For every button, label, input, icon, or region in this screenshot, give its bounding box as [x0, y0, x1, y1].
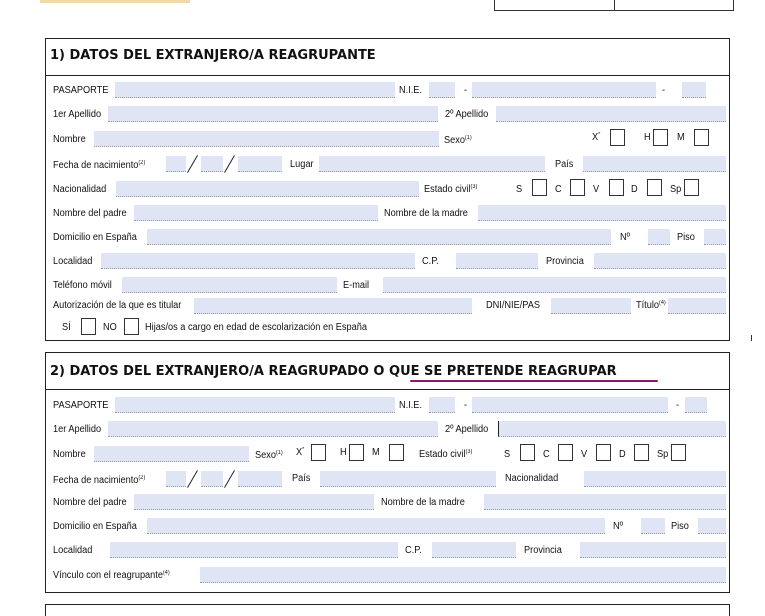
provincia-field[interactable]	[594, 253, 726, 269]
top-box-left	[494, 0, 615, 11]
section-1-divider	[46, 75, 729, 76]
label-localidad: Localidad	[53, 256, 93, 267]
label-nie-2: N.I.E.	[399, 400, 423, 411]
fecha-dia-field-2[interactable]	[166, 471, 186, 487]
section-2-title-underlined: QUE SE PRETENDE REAGRUPAR	[389, 364, 617, 379]
autorizacion-field[interactable]	[194, 298, 472, 314]
estado-s-checkbox[interactable]	[532, 179, 547, 196]
estado-c-checkbox-2[interactable]	[558, 444, 573, 461]
date-separator-1-2	[187, 470, 198, 488]
estado-sp-checkbox[interactable]	[684, 179, 699, 196]
label-nombre-padre-2: Nombre del padre	[53, 497, 127, 508]
numero-field-2[interactable]	[641, 518, 665, 534]
nombre-padre-field[interactable]	[134, 205, 378, 221]
apellido-2-field[interactable]	[496, 106, 726, 122]
label-estado-v-2: V	[581, 449, 588, 460]
pasaporte-field-2[interactable]	[115, 397, 395, 413]
label-cp: C.P.	[422, 256, 439, 267]
label-lugar: Lugar	[290, 159, 314, 170]
fecha-dia-field[interactable]	[166, 156, 186, 172]
label-sexo-x-2: X*	[296, 447, 305, 458]
label-nie: N.I.E.	[399, 85, 423, 96]
telefono-field[interactable]	[122, 277, 337, 293]
label-estado-c-2: C	[543, 449, 550, 460]
label-domicilio: Domicilio en España	[53, 232, 137, 243]
nie-number-field[interactable]	[472, 82, 656, 98]
nie-suffix-field[interactable]	[682, 82, 706, 98]
nombre-field-2[interactable]	[94, 446, 249, 462]
label-sexo-2: Sexo$^{(1)}$	[255, 450, 283, 461]
label-estado-c: C	[555, 184, 562, 195]
estado-v-checkbox-2[interactable]	[596, 444, 611, 461]
nombre-madre-field[interactable]	[478, 205, 726, 221]
label-sexo: Sexo$^{(1)}$	[444, 135, 472, 146]
label-vinculo: Vínculo con el reagrupante$^{(4)}$	[53, 570, 170, 581]
estado-v-checkbox[interactable]	[609, 179, 624, 196]
label-dni-nie-pas: DNI/NIE/PAS	[486, 300, 541, 311]
label-nombre-madre-2: Nombre de la madre	[381, 497, 465, 508]
label-domicilio-2: Domicilio en España	[53, 521, 137, 532]
label-fecha-nacimiento-2: Fecha de nacimiento$^{(2)}$	[53, 475, 146, 486]
localidad-field-2[interactable]	[110, 542, 398, 558]
label-sexo-x: X*	[592, 132, 601, 143]
label-email: E-mail	[343, 280, 370, 291]
label-estado-v: V	[593, 184, 600, 195]
label-nombre-padre: Nombre del padre	[53, 208, 127, 219]
label-apellido-1: 1er Apellido	[53, 109, 102, 120]
piso-field[interactable]	[704, 229, 726, 245]
sexo-h-checkbox[interactable]	[653, 129, 668, 146]
estado-s-checkbox-2[interactable]	[520, 444, 535, 461]
label-sexo-h: H	[644, 132, 651, 143]
label-estado-d: D	[631, 184, 638, 195]
label-estado-s-2: S	[504, 449, 511, 460]
handwritten-underline	[410, 380, 658, 382]
label-estado-civil-2: Estado civil$^{(3)}$	[419, 449, 473, 460]
fecha-mes-field[interactable]	[201, 156, 223, 172]
label-cp-2: C.P.	[405, 545, 422, 556]
vinculo-field[interactable]	[200, 567, 726, 583]
sexo-m-checkbox[interactable]	[694, 129, 709, 146]
label-nombre: Nombre	[53, 134, 86, 145]
label-estado-sp-2: Sp	[657, 449, 669, 460]
nie-number-field-2[interactable]	[472, 397, 668, 413]
label-localidad-2: Localidad	[53, 545, 93, 556]
label-pais: País	[555, 159, 574, 170]
nombre-madre-field-2[interactable]	[484, 494, 726, 510]
sexo-h-checkbox-2[interactable]	[349, 444, 364, 461]
label-piso: Piso	[677, 232, 695, 243]
nacionalidad-field-2[interactable]	[584, 471, 726, 487]
nacionalidad-field[interactable]	[116, 181, 419, 197]
estado-sp-checkbox-2[interactable]	[671, 444, 686, 461]
label-apellido-2: 2º Apellido	[445, 109, 489, 120]
label-sexo-m-2: M	[372, 447, 380, 458]
margin-tick	[751, 335, 752, 341]
label-telefono: Teléfono móvil	[53, 280, 112, 291]
cp-field-2[interactable]	[432, 542, 516, 558]
apellido-1-field[interactable]	[108, 106, 438, 122]
titulo-field[interactable]	[668, 298, 726, 314]
date-separator-2-2	[224, 470, 235, 488]
label-si: SÍ	[62, 322, 71, 333]
nie-suffix-field-2[interactable]	[685, 397, 707, 413]
nombre-padre-field-2[interactable]	[134, 494, 374, 510]
domicilio-field-2[interactable]	[147, 518, 605, 534]
section-2-title: 2) DATOS DEL EXTRANJERO/A REAGRUPADO O QUE SE PRETENDE REAGRUPAR	[50, 364, 617, 379]
label-numero: Nº	[620, 232, 631, 243]
label-autorizacion: Autorización de la que es titular	[53, 300, 182, 311]
label-apellido-1-2: 1er Apellido	[53, 424, 102, 435]
label-provincia: Provincia	[546, 256, 584, 267]
hijos-no-checkbox[interactable]	[124, 318, 139, 335]
label-hijos-escolarizacion: Hijas/os a cargo en edad de escolarización en España	[145, 322, 367, 333]
pasaporte-field[interactable]	[115, 82, 395, 98]
fecha-mes-field-2[interactable]	[201, 471, 223, 487]
section-1-title: 1) DATOS DEL EXTRANJERO/A REAGRUPANTE	[50, 48, 376, 63]
numero-field[interactable]	[648, 229, 670, 245]
section-2-divider	[46, 389, 729, 390]
label-numero-2: Nº	[613, 521, 624, 532]
fecha-anio-field-2[interactable]	[238, 471, 282, 487]
nie-dash-1: -	[464, 85, 468, 96]
estado-c-checkbox[interactable]	[570, 179, 585, 196]
sexo-x-checkbox[interactable]	[610, 129, 625, 146]
section-1-reagrupante	[45, 38, 730, 341]
label-piso-2: Piso	[671, 521, 689, 532]
hijos-si-checkbox[interactable]	[81, 318, 96, 335]
label-no: NO	[103, 322, 117, 333]
apellido-2-field-2[interactable]	[498, 421, 726, 437]
top-box-right	[614, 0, 734, 11]
sexo-x-checkbox-2[interactable]	[311, 444, 326, 461]
label-sexo-h-2: H	[340, 447, 347, 458]
nie-prefix-field-2[interactable]	[429, 397, 455, 413]
label-estado-s: S	[516, 184, 523, 195]
section-2-reagrupado	[45, 352, 730, 593]
top-color-bar	[40, 0, 190, 3]
label-titulo: Título$^{(4)}$	[636, 300, 666, 311]
nie-dash-2-2: -	[676, 400, 680, 411]
provincia-field-2[interactable]	[580, 542, 726, 558]
apellido-1-field-2[interactable]	[108, 421, 438, 437]
pais-field[interactable]	[583, 156, 726, 172]
nie-dash-1-2: -	[464, 400, 468, 411]
estado-d-checkbox-2[interactable]	[634, 444, 649, 461]
pais-field-2[interactable]	[320, 471, 496, 487]
section-3-top-edge	[45, 604, 730, 616]
label-pasaporte-2: PASAPORTE	[53, 400, 109, 411]
date-separator-2	[224, 155, 235, 173]
label-nombre-2: Nombre	[53, 449, 86, 460]
label-estado-sp: Sp	[670, 184, 682, 195]
label-estado-civil: Estado civil$^{(3)}$	[424, 184, 478, 195]
fecha-anio-field[interactable]	[238, 156, 282, 172]
piso-field-2[interactable]	[698, 518, 726, 534]
lugar-field[interactable]	[319, 156, 545, 172]
nie-dash-2: -	[662, 85, 666, 96]
label-provincia-2: Provincia	[524, 545, 562, 556]
sexo-m-checkbox-2[interactable]	[389, 444, 404, 461]
estado-d-checkbox[interactable]	[647, 179, 662, 196]
label-pasaporte: PASAPORTE	[53, 85, 109, 96]
cp-field[interactable]	[456, 253, 538, 269]
label-nombre-madre: Nombre de la madre	[384, 208, 468, 219]
nie-prefix-field[interactable]	[429, 82, 455, 98]
label-fecha-nacimiento: Fecha de nacimiento$^{(2)}$	[53, 160, 146, 171]
nombre-field[interactable]	[94, 131, 439, 147]
label-sexo-m: M	[677, 132, 685, 143]
date-separator-1	[187, 155, 198, 173]
label-nacionalidad-2: Nacionalidad	[505, 473, 559, 484]
label-pais-2: País	[292, 473, 311, 484]
label-nacionalidad: Nacionalidad	[53, 184, 107, 195]
localidad-field[interactable]	[101, 253, 415, 269]
dni-nie-pas-field[interactable]	[551, 298, 631, 314]
email-field[interactable]	[383, 277, 726, 293]
domicilio-field[interactable]	[147, 229, 611, 245]
label-estado-d-2: D	[619, 449, 626, 460]
label-apellido-2-2: 2º Apellido	[445, 424, 489, 435]
